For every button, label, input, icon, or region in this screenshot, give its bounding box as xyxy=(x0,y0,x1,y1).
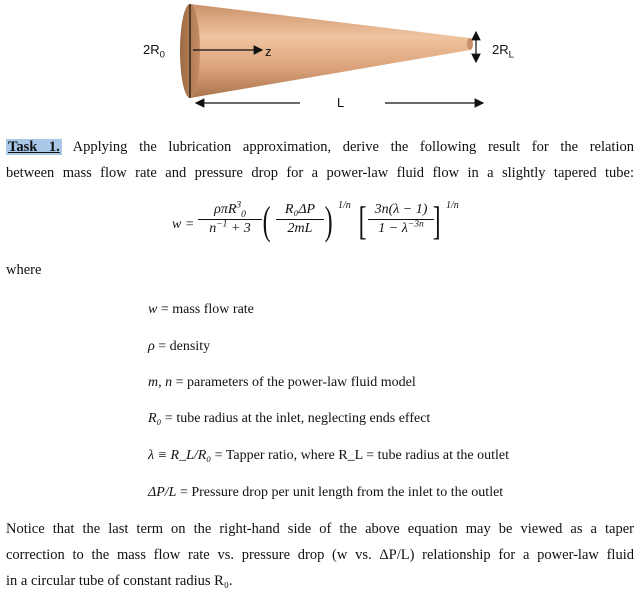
paren-close: ) xyxy=(324,198,333,243)
equation-fraction-1 xyxy=(198,202,262,237)
fraction-1-numerator: ρπR$^3_0$ xyxy=(214,200,246,220)
definition-pressure-drop: ΔP/L = Pressure drop per unit length from the inlet to the outlet xyxy=(148,485,504,500)
equation-fraction-3 xyxy=(368,202,434,237)
tapered-tube-figure xyxy=(0,0,640,122)
paren-open: ( xyxy=(262,198,271,243)
flow-rate-equation xyxy=(0,198,640,260)
task-text-line-1: Applying the lubrication approximation, derive the following result for the relation xyxy=(72,139,634,155)
bracket-open: [ xyxy=(358,198,367,243)
fraction-3-denominator: $1 - \lambda^{-3n}$ xyxy=(378,219,424,236)
fraction-2-numerator: R₀ΔP xyxy=(284,202,316,217)
task-text-line-2: between mass flow rate and pressure drop for a power-law fluid flow in a slightly tapered tube: xyxy=(6,165,634,181)
length-label: L xyxy=(337,95,345,110)
task-label: Task 1. xyxy=(8,139,60,155)
tapered-tube-diagram xyxy=(0,0,640,122)
equation-lhs: w = xyxy=(172,217,195,232)
equation-fraction-2 xyxy=(276,202,324,237)
exponent-2: 1/n xyxy=(446,200,459,211)
tube-outlet-cap xyxy=(467,38,473,50)
notice-line-2: correction to the mass flow rate vs. pressure drop (w vs. ΔP/L) relationship for a power-law fluid xyxy=(6,547,634,563)
definition-rho: ρ = density xyxy=(148,339,211,354)
notice-line-1: Notice that the last term on the right-hand side of the above equation may be viewed as a taper xyxy=(6,521,634,537)
tube-body xyxy=(190,4,470,98)
notice-line-3: in a circular tube of constant radius R₀. xyxy=(6,573,233,589)
definition-w: w = mass flow rate xyxy=(148,302,254,317)
bracket-close: ] xyxy=(432,198,441,243)
fraction-2-denominator: 2mL xyxy=(287,221,313,236)
task-line-1 xyxy=(6,134,634,160)
exponent-1: 1/n xyxy=(338,200,351,211)
definition-lambda: λ ≡ R_L/R₀ = Tapper ratio, where R_L = tube radius at the outlet xyxy=(148,448,510,463)
axis-label: z xyxy=(265,44,272,59)
fraction-3-numerator: 3n(λ − 1) xyxy=(374,202,428,217)
inlet-diameter-label: $2R_0$ xyxy=(143,42,165,61)
outlet-diameter-label: $2R_L$ xyxy=(492,42,514,61)
where-label: where xyxy=(6,262,42,278)
task-line-2 xyxy=(6,160,634,186)
fraction-1-denominator: $n^{-1} + 3$ xyxy=(209,219,251,236)
definition-r0: R₀ = tube radius at the inlet, neglecting ends effect xyxy=(148,411,431,426)
definition-m-n: m, n = parameters of the power-law fluid model xyxy=(148,375,416,390)
